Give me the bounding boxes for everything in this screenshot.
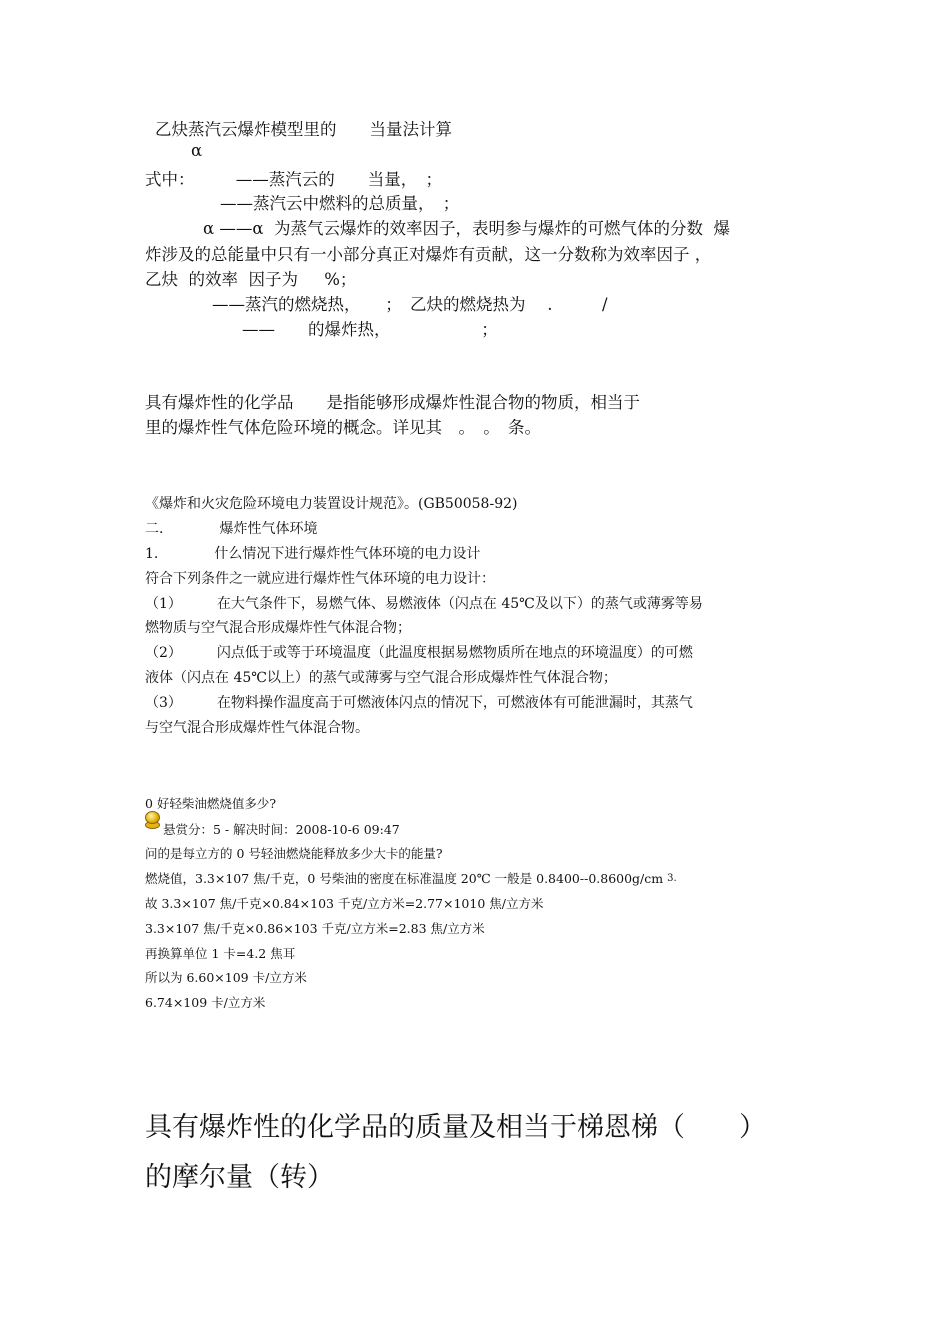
standard-title: 《爆炸和火灾危险环境电力装置设计规范》。(GB50058-92) <box>145 496 518 512</box>
explosion-heat-line: —— 的爆炸热， ； <box>242 320 498 339</box>
answer-line-1-text: 燃烧值，3.3×107 焦/千克，0 号柴油的密度在标准温度 20℃ 一般是 0.8400--0.8600g/cm <box>145 871 664 886</box>
list-item-2a: （2） 闪点低于或等于环境温度（此温度根据易燃物质所在地点的环境温度）的可燃 <box>145 645 693 661</box>
list-item-2b: 液体（闪点在 45℃以上）的蒸气或薄雾与空气混合形成爆炸性气体混合物； <box>145 670 617 686</box>
answer-line-5: 所以为 6.60×109 卡/立方米 <box>145 970 307 985</box>
answer-line-1-superscript: 3. <box>667 873 677 884</box>
alpha-line-3: 乙炔 的效率 因子为 %； <box>145 270 357 289</box>
answer-line-4: 再换算单位 1 卡=4.2 焦耳 <box>145 946 296 961</box>
alpha-symbol: α <box>191 141 203 160</box>
list-item-1a: （1） 在大气条件下，易燃气体、易燃液体（闪点在 45℃及以下）的蒸气或薄雾等易 <box>145 596 703 612</box>
qa-question: 0 好轻柴油燃烧值多少? <box>145 796 277 811</box>
alpha-line-1: α ——α 为蒸气云爆炸的效率因子，表明参与爆炸的可燃气体的分数 爆 <box>203 219 731 238</box>
answer-line-3: 3.3×107 焦/千克×0.86×103 千克/立方米=2.83 焦/立方米 <box>145 921 485 936</box>
heat-line: ——蒸汽的燃烧热， ； 乙炔的燃烧热为 . / <box>212 295 608 314</box>
list-item-3b: 与空气混合形成爆炸性气体混合物。 <box>145 720 369 736</box>
heading-2: 二. 爆炸性气体环境 <box>145 521 318 537</box>
answer-line-6: 6.74×109 卡/立方米 <box>145 995 266 1010</box>
list-item-1b: 燃物质与空气混合形成爆炸性气体混合物； <box>145 620 411 636</box>
large-heading-line-2: 的摩尔量（转） <box>145 1162 334 1193</box>
answer-line-2: 故 3.3×107 焦/千克×0.84×103 千克/立方米=2.77×1010 焦/立方米 <box>145 896 544 911</box>
qa-detail: 问的是每立方的 0 号轻油燃烧能释放多少大卡的能量? <box>145 846 443 861</box>
coin-icon <box>145 811 160 829</box>
answer-line-1 <box>145 869 677 887</box>
list-item-3a: （3） 在物料操作温度高于可燃液体闪点的情况下，可燃液体有可能泄漏时，其蒸气 <box>145 695 693 711</box>
qa-meta: 悬赏分：5 - 解决时间：2008-10-6 09:47 <box>163 822 400 837</box>
alpha-line-2: 炸涉及的总能量中只有一小部分真正对爆炸有贡献，这一分数称为效率因子 ， <box>145 245 712 264</box>
section-title: 乙炔蒸汽云爆炸模型里的 当量法计算 <box>155 120 452 139</box>
heading-3: 1. 什么情况下进行爆炸性气体环境的电力设计 <box>145 546 481 562</box>
mass-line: ——蒸汽云中燃料的总质量， ； <box>220 194 460 213</box>
definition-line-1: 具有爆炸性的化学品 是指能够形成爆炸性混合物的物质，相当于 <box>145 393 640 412</box>
intro-text: 符合下列条件之一就应进行爆炸性气体环境的电力设计： <box>145 571 495 587</box>
formula-line: 式中： ——蒸汽云的 当量， ； <box>145 170 442 189</box>
large-heading-line-1: 具有爆炸性的化学品的质量及相当于梯恩梯（ ） <box>145 1112 766 1143</box>
definition-line-2: 里的爆炸性气体危险环境的概念。详见其 。 。 条。 <box>145 418 541 437</box>
